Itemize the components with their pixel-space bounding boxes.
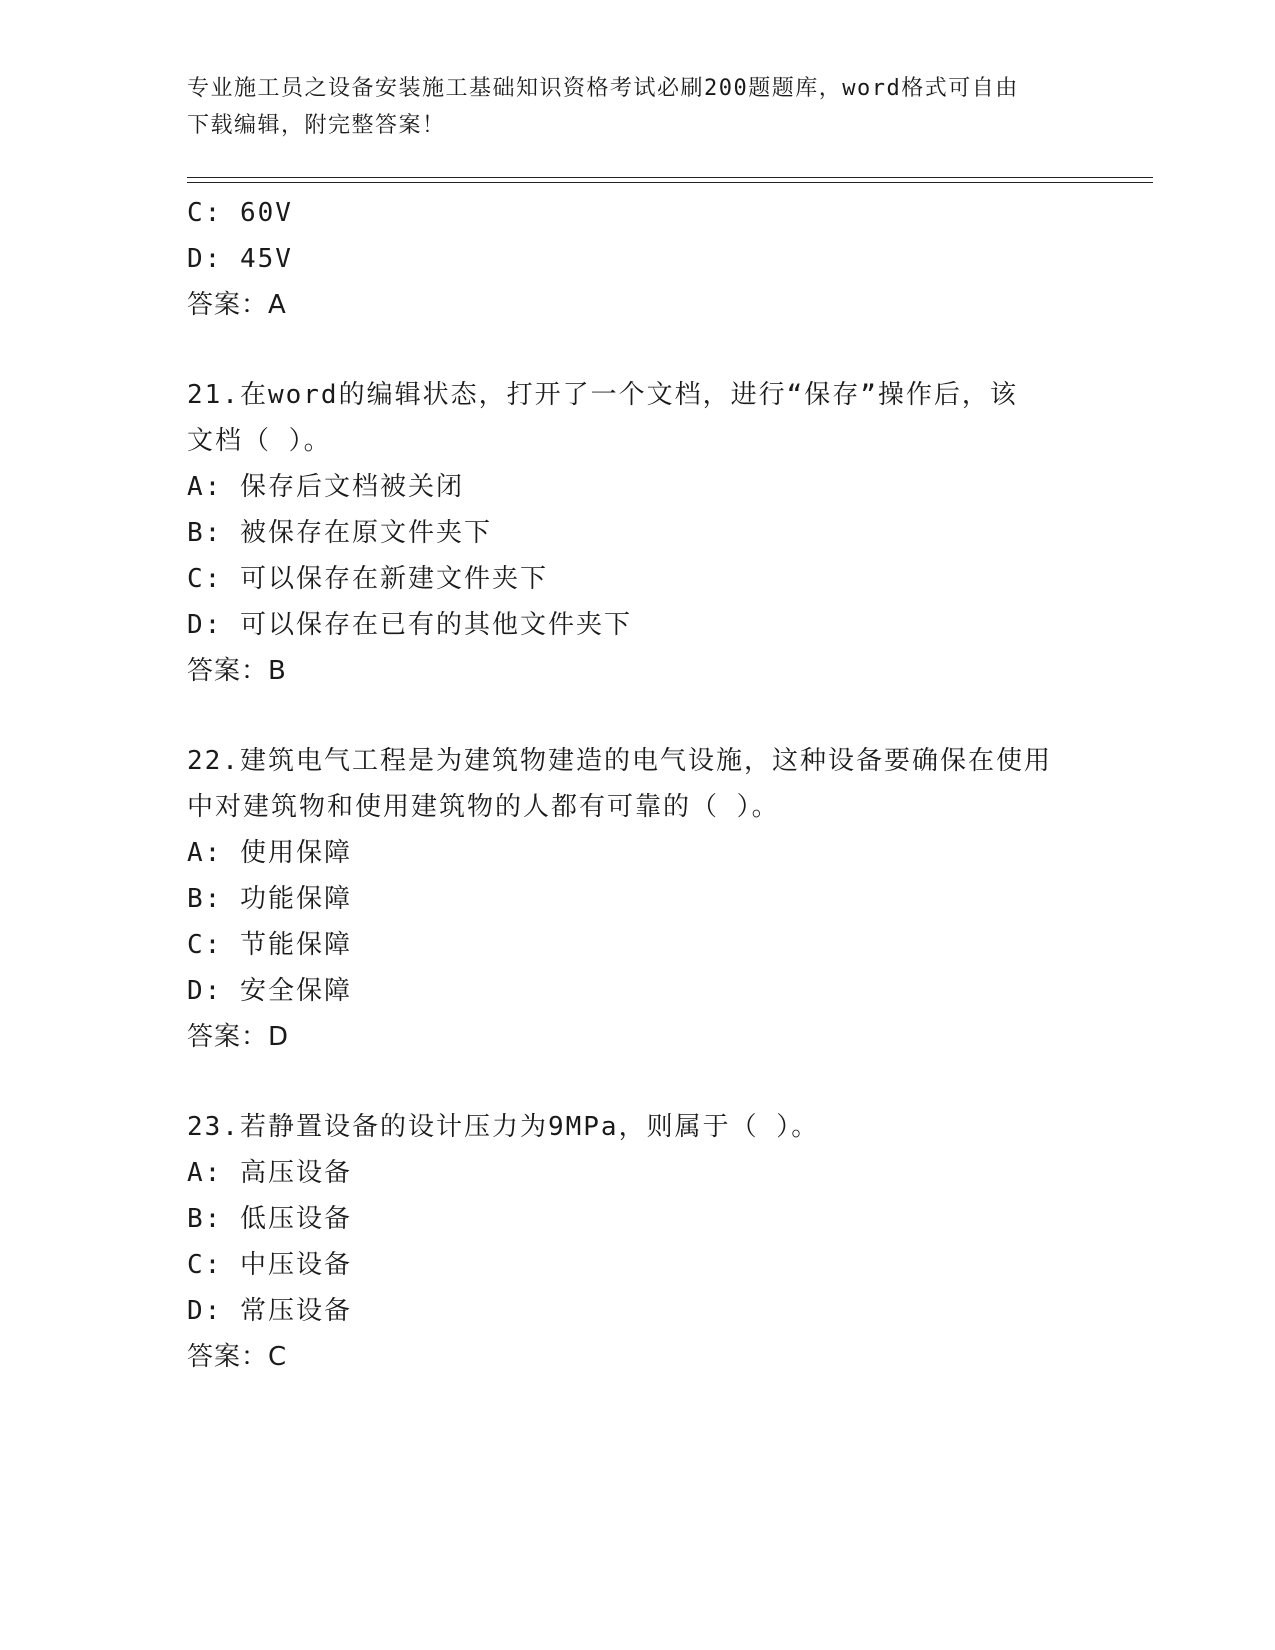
- header-title-line-2: 下载编辑，附完整答案！: [187, 113, 446, 138]
- header-title-line-1: 专业施工员之设备安装施工基础知识资格考试必刷200题题库，word格式可自由: [187, 76, 1019, 101]
- option-c: C: 60V: [187, 198, 293, 228]
- document-header: [187, 70, 1067, 144]
- option-c: C: 节能保障: [187, 930, 352, 960]
- spacer: [187, 1060, 1087, 1104]
- spacer: [187, 328, 1087, 372]
- answer-line: 答案：B: [187, 656, 287, 686]
- question-stem-line-1: 21.在word的编辑状态，打开了一个文档，进行“保存”操作后，该: [187, 380, 1018, 410]
- question-21: [187, 372, 1087, 694]
- option-c: C: 中压设备: [187, 1250, 352, 1280]
- option-c: C: 可以保存在新建文件夹下: [187, 564, 548, 594]
- option-a: A: 保存后文档被关闭: [187, 472, 464, 502]
- question-22: [187, 738, 1087, 1060]
- question-23: [187, 1104, 1087, 1380]
- option-d: D: 可以保存在已有的其他文件夹下: [187, 610, 632, 640]
- spacer: [187, 694, 1087, 738]
- option-d: D: 45V: [187, 244, 293, 274]
- option-d: D: 常压设备: [187, 1296, 352, 1326]
- question-stem-line-1: 23.若静置设备的设计压力为9MPa，则属于（ ）。: [187, 1112, 820, 1142]
- question-stem-line-1: 22.建筑电气工程是为建筑物建造的电气设施，这种设备要确保在使用: [187, 746, 1052, 776]
- question-stem-line-2: 中对建筑物和使用建筑物的人都有可靠的（ ）。: [187, 792, 780, 822]
- question-stem-line-2: 文档（ ）。: [187, 426, 332, 456]
- answer-line: 答案：C: [187, 1342, 288, 1372]
- option-b: B: 功能保障: [187, 884, 352, 914]
- previous-question-tail: [187, 190, 1087, 328]
- answer-line: 答案：A: [187, 290, 287, 320]
- option-d: D: 安全保障: [187, 976, 352, 1006]
- header-divider-top: [187, 177, 1153, 178]
- option-b: B: 被保存在原文件夹下: [187, 518, 492, 548]
- option-a: A: 使用保障: [187, 838, 352, 868]
- answer-line: 答案：D: [187, 1022, 290, 1052]
- option-a: A: 高压设备: [187, 1158, 352, 1188]
- option-b: B: 低压设备: [187, 1204, 352, 1234]
- document-body: [187, 190, 1087, 1380]
- header-divider-bottom: [187, 182, 1153, 183]
